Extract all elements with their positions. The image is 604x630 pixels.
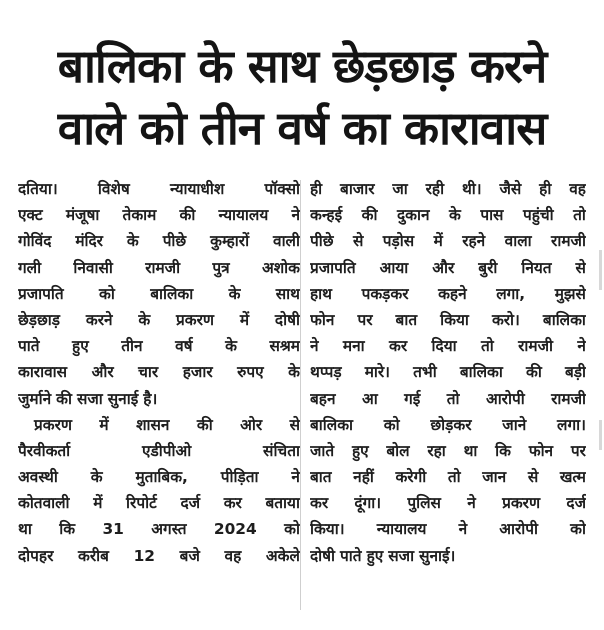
article-line: दोपहर करीब 12 बजे वह अकेले xyxy=(18,546,300,565)
article-line: दतिया। विशेष न्यायाधीश पॉक्सो xyxy=(18,180,300,198)
article-line: हाथ पकड़कर कहने लगा, मुझसे xyxy=(310,284,586,303)
article-line: एक्ट मंजूषा तेकाम की न्यायालय ने xyxy=(18,206,300,225)
article-line: फोन पर बात किया करो। बालिका xyxy=(310,310,586,329)
article-line: थप्पड़ मारे। तभी बालिका की बड़ी xyxy=(310,363,586,382)
article-line: ने मना कर दिया तो रामजी ने xyxy=(310,337,586,356)
column-divider xyxy=(300,180,301,610)
scan-edge-mark xyxy=(599,420,602,450)
article-line: जाते हुए बोल रहा था कि फोन पर xyxy=(310,441,586,460)
article-line: छेड़छाड़ करने के प्रकरण में दोषी xyxy=(18,310,300,329)
headline-line-2: वाले को तीन वर्ष का कारावास xyxy=(57,101,547,155)
article-line: प्रजापति को बालिका के साथ xyxy=(18,284,300,303)
article-line: कारावास और चार हजार रुपए के xyxy=(18,363,300,382)
article-line: दोषी पाते हुए सजा सुनाई। xyxy=(310,546,456,565)
article-line: पीछे से पड़ोस में रहने वाला रामजी xyxy=(310,232,586,251)
article-line: गोविंद मंदिर के पीछे कुम्हारों वाली xyxy=(18,232,300,251)
article-line: जुर्माने की सजा सुनाई है। xyxy=(18,389,158,408)
scan-edge-mark xyxy=(599,250,602,290)
article-line: बात नहीं करेगी तो जान से खत्म xyxy=(310,468,586,487)
headline-line-1: बालिका के साथ छेड़छाड़ करने xyxy=(57,39,547,93)
article-line: था कि 31 अगस्त 2024 को xyxy=(18,520,300,539)
article-line: किया। न्यायालय ने आरोपी को xyxy=(310,520,586,539)
article-line: अवस्थी के मुताबिक, पीड़िता ने xyxy=(18,468,300,487)
article-column-right xyxy=(310,176,586,569)
article-line: पैरवीकर्ता एडीपीओ संचिता xyxy=(18,441,300,460)
article-line: कन्हई की दुकान के पास पहुंची तो xyxy=(310,206,586,225)
article-line: ही बाजार जा रही थी। जैसे ही वह xyxy=(310,180,586,198)
article-line: प्रजापति आया और बुरी नियत से xyxy=(310,258,586,277)
article-line: पाते हुए तीन वर्ष के सश्रम xyxy=(18,337,300,356)
article-column-left xyxy=(18,176,300,569)
article-line: कर दूंगा। पुलिस ने प्रकरण दर्ज xyxy=(310,494,586,513)
article-line: बहन आ गई तो आरोपी रामजी xyxy=(310,389,586,408)
article-line: गली निवासी रामजी पुत्र अशोक xyxy=(18,258,300,277)
article-line: कोतवाली में रिपोर्ट दर्ज कर बताया xyxy=(18,494,300,513)
article-line: बालिका को छोड़कर जाने लगा। xyxy=(310,415,586,434)
article-line: प्रकरण में शासन की ओर से xyxy=(34,415,300,434)
